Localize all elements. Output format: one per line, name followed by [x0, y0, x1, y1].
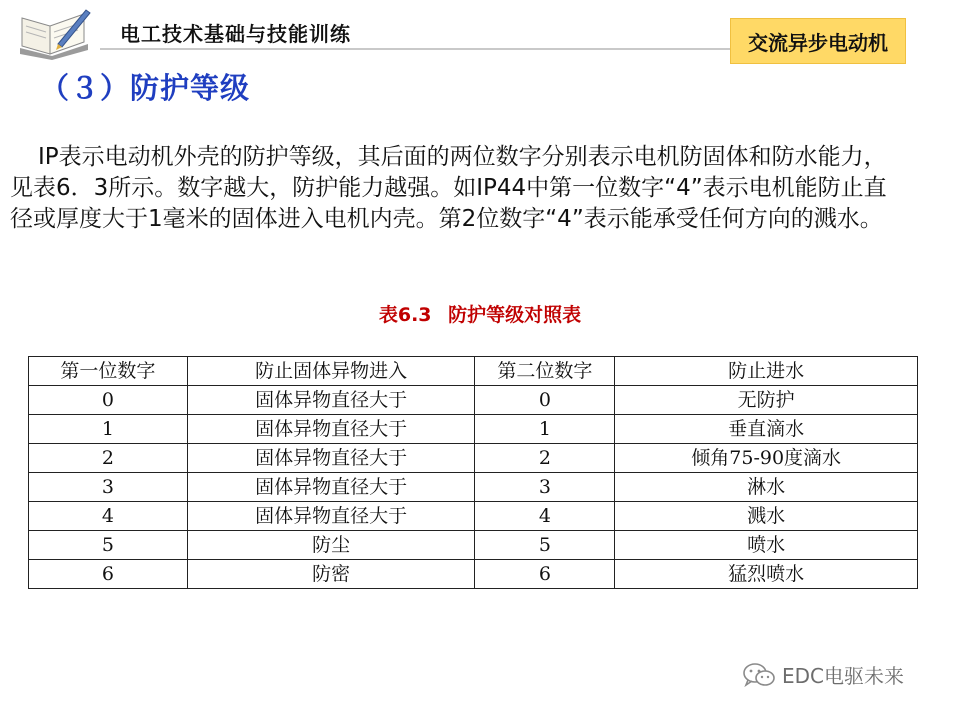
table-cell: 0	[475, 386, 615, 415]
table-cell: 3	[29, 473, 188, 502]
table-cell: 猛烈喷水	[615, 560, 918, 589]
table-cell: 淋水	[615, 473, 918, 502]
table-cell: 1	[29, 415, 188, 444]
table-cell: 2	[475, 444, 615, 473]
table-cell: 6	[29, 560, 188, 589]
chapter-badge: 交流异步电动机	[730, 18, 906, 64]
header-cell: 第二位数字	[475, 357, 615, 386]
watermark	[742, 660, 904, 689]
body-paragraph: IP表示电动机外壳的防护等级，其后面的两位数字分别表示电机防固体和防水能力，见表6．3所示。数字越大，防护能力越强。如IP44中第一位数字“4”表示电机能防止直径或厚度大于1毫米的固体进入电机内壳。第2位数字“4”表示能承受任何方向的溅水。	[10, 144, 887, 232]
table-cell: 溅水	[615, 502, 918, 531]
table-cell: 倾角75-90度滴水	[615, 444, 918, 473]
table-row	[29, 444, 918, 473]
watermark-text: EDC电驱未来	[782, 664, 905, 688]
table-cell: 5	[29, 531, 188, 560]
table-row	[29, 386, 918, 415]
wechat-icon	[742, 662, 776, 688]
table-row	[29, 531, 918, 560]
table-cell: 固体异物直径大于	[187, 444, 475, 473]
header-cell: 防止进水	[615, 357, 918, 386]
table-cell: 无防护	[615, 386, 918, 415]
table-cell: 1	[475, 415, 615, 444]
header-divider	[100, 48, 730, 50]
table-caption: 表6.3 防护等级对照表	[378, 304, 582, 326]
table-cell: 防密	[187, 560, 475, 589]
table-cell: 固体异物直径大于	[187, 386, 475, 415]
protection-grade-table	[28, 356, 918, 589]
table-cell: 固体异物直径大于	[187, 415, 475, 444]
table-cell: 喷水	[615, 531, 918, 560]
book-logo-icon	[14, 4, 94, 60]
table-cell: 2	[29, 444, 188, 473]
table-cell: 垂直滴水	[615, 415, 918, 444]
table-cell: 6	[475, 560, 615, 589]
section-title: （３）防护等级	[40, 71, 251, 105]
table-header-row	[29, 357, 918, 386]
table-cell: 固体异物直径大于	[187, 502, 475, 531]
header-cell: 防止固体异物进入	[187, 357, 475, 386]
table-row	[29, 502, 918, 531]
table-row	[29, 473, 918, 502]
table-cell: 防尘	[187, 531, 475, 560]
table-cell: 4	[475, 502, 615, 531]
table-cell: 固体异物直径大于	[187, 473, 475, 502]
table-cell: 5	[475, 531, 615, 560]
table-cell: 4	[29, 502, 188, 531]
table-cell: 0	[29, 386, 188, 415]
table-row	[29, 560, 918, 589]
table-cell: 3	[475, 473, 615, 502]
header-cell: 第一位数字	[29, 357, 188, 386]
table-row	[29, 415, 918, 444]
course-title: 电工技术基础与技能训练	[120, 22, 351, 46]
